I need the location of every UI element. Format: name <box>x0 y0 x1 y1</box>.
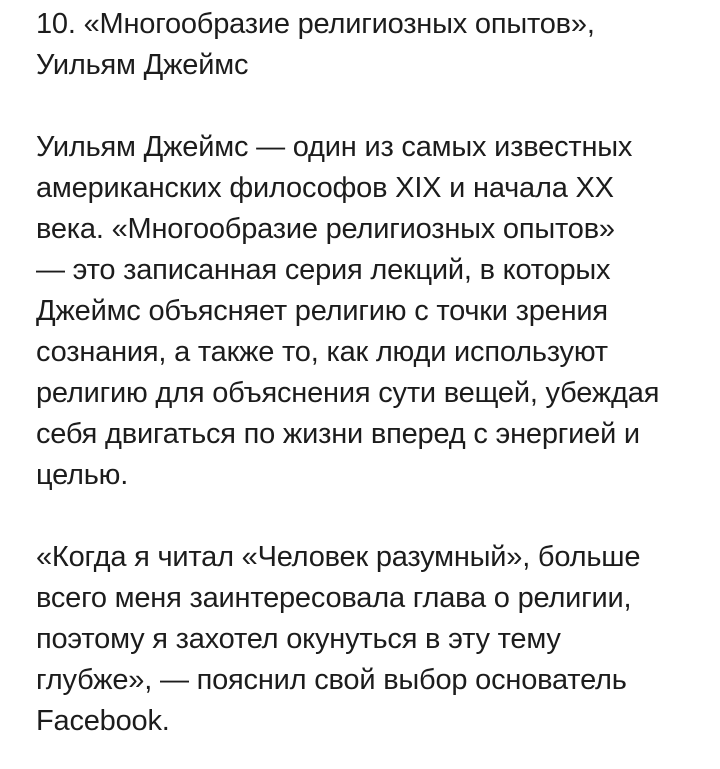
text-line: поэтому я захотел окунуться в эту тему <box>36 623 561 655</box>
text-line: сознания, а также то, как люди используют <box>36 336 608 368</box>
text-line: религию для объяснения сути вещей, убеждая <box>36 377 660 409</box>
text-line: «Когда я читал «Человек разумный», больше <box>36 541 641 573</box>
text-line: — это записанная серия лекций, в которых <box>36 254 611 286</box>
text-line: всего меня заинтересовала глава о религии, <box>36 582 632 614</box>
text-line: Уильям Джеймс — один из самых известных <box>36 131 633 163</box>
text-line: глубже», — пояснил свой выбор основатель <box>36 664 627 696</box>
text-line: целью. <box>36 459 129 491</box>
text-line: века. «Многообразие религиозных опытов» <box>36 213 615 245</box>
text-line: Джеймс объясняет религию с точки зрения <box>36 295 608 327</box>
heading-line: 10. «Многообразие религиозных опытов», <box>36 8 595 40</box>
article-heading <box>36 0 690 86</box>
text-line: Facebook. <box>36 705 170 737</box>
paragraph-description <box>36 127 690 496</box>
text-line: себя двигаться по жизни вперед с энергией и <box>36 418 640 450</box>
heading-line: Уильям Джеймс <box>36 49 249 81</box>
paragraph-quote <box>36 537 690 742</box>
text-line: американских философов XIX и начала XX <box>36 172 614 204</box>
